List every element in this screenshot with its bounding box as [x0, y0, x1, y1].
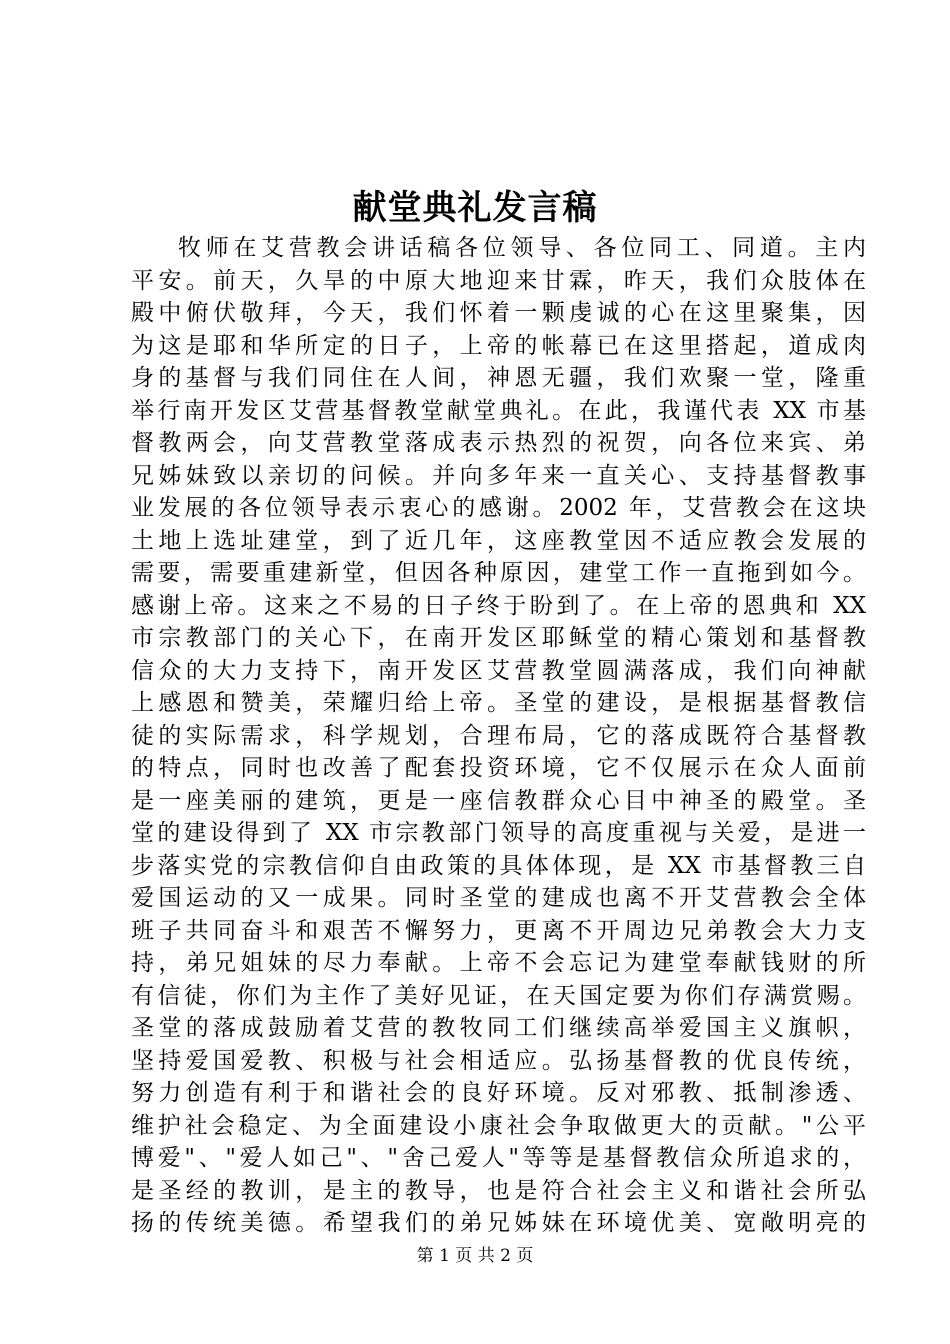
- paragraph-line: 感谢上帝。这来之不易的日子终于盼到了。在上帝的恩典和 XX: [131, 592, 866, 619]
- paragraph-line: 是圣经的教训，是主的教导，也是符合社会主义和谐社会所弘: [131, 1177, 866, 1204]
- paragraph-line: 信众的大力支持下，南开发区艾营教堂圆满落成，我们向神献: [131, 657, 866, 684]
- paragraph-line: 徒的实际需求，科学规划，合理布局，它的落成既符合基督教: [131, 722, 866, 749]
- paragraph-line: 有信徒，你们为主作了美好见证，在天国定要为你们存满赏赐。: [131, 982, 866, 1009]
- paragraph-line: 的特点，同时也改善了配套投资环境，它不仅展示在众人面前: [131, 755, 866, 781]
- paragraph-line: 博爱"、"爱人如己"、"舍己爱人"等等是基督教信众所追求的，: [131, 1145, 866, 1171]
- paragraph-line: 维护社会稳定、为全面建设小康社会争取做更大的贡献。"公平: [131, 1112, 866, 1139]
- paragraph-line: 平安。前天，久旱的中原大地迎来甘霖，昨天，我们众肢体在: [131, 267, 866, 294]
- paragraph-line: 持，弟兄姐妹的尽力奉献。上帝不会忘记为建堂奉献钱财的所: [131, 950, 866, 976]
- paragraph-line: 需要，需要重建新堂，但因各种原因，建堂工作一直拖到如今。: [131, 560, 866, 586]
- paragraph-line: 市宗教部门的关心下，在南开发区耶稣堂的精心策划和基督教: [131, 625, 866, 651]
- paragraph-line: 兄姊妹致以亲切的问候。并向多年来一直关心、支持基督教事: [131, 462, 866, 489]
- paragraph-line: 督教两会，向艾营教堂落成表示热烈的祝贺，向各位来宾、弟: [131, 430, 866, 456]
- paragraph-line: 坚持爱国爱教、积极与社会相适应。弘扬基督教的优良传统，: [131, 1047, 866, 1074]
- paragraph-line: 堂的建设得到了 XX 市宗教部门领导的高度重视与关爱，是进一: [131, 820, 866, 846]
- paragraph-line: 班子共同奋斗和艰苦不懈努力，更离不开周边兄弟教会大力支: [131, 917, 866, 944]
- paragraph-line: 圣堂的落成鼓励着艾营的教牧同工们继续高举爱国主义旗帜，: [131, 1015, 866, 1041]
- paragraph-line: 牧师在艾营教会讲话稿各位领导、各位同工、同道。主内: [178, 235, 866, 261]
- paragraph-line: 土地上选址建堂，到了近几年，这座教堂因不适应教会发展的: [131, 527, 866, 554]
- paragraph-line: 步落实党的宗教信仰自由政策的具体体现，是 XX 市基督教三自: [131, 852, 866, 879]
- page-number-footer: 第 1 页 共 2 页: [416, 1246, 534, 1266]
- paragraph-line: 爱国运动的又一成果。同时圣堂的建成也离不开艾营教会全体: [131, 885, 866, 911]
- paragraph-line: 身的基督与我们同住在人间，神恩无疆，我们欢聚一堂，隆重: [131, 365, 866, 391]
- paragraph-line: 为这是耶和华所定的日子，上帝的帐幕已在这里搭起，道成肉: [131, 332, 866, 359]
- paragraph-line: 努力创造有利于和谐社会的良好环境。反对邪教、抵制渗透、: [131, 1080, 866, 1106]
- paragraph-line: 殿中俯伏敬拜，今天，我们怀着一颗虔诚的心在这里聚集，因: [131, 300, 866, 326]
- paragraph-line: 举行南开发区艾营基督教堂献堂典礼。在此，我谨代表 XX 市基: [131, 397, 866, 424]
- paragraph-line: 上感恩和赞美，荣耀归给上帝。圣堂的建设，是根据基督教信: [131, 690, 866, 716]
- document-title: 献堂典礼发言稿: [352, 188, 598, 228]
- paragraph-line: 业发展的各位领导表示衷心的感谢。2002 年，艾营教会在这块: [131, 495, 866, 521]
- paragraph-line: 是一座美丽的建筑，更是一座信教群众心目中神圣的殿堂。圣: [131, 787, 866, 814]
- paragraph-line: 扬的传统美德。希望我们的弟兄姊妹在环境优美、宽敞明亮的: [131, 1210, 866, 1236]
- document-body: [131, 232, 866, 1240]
